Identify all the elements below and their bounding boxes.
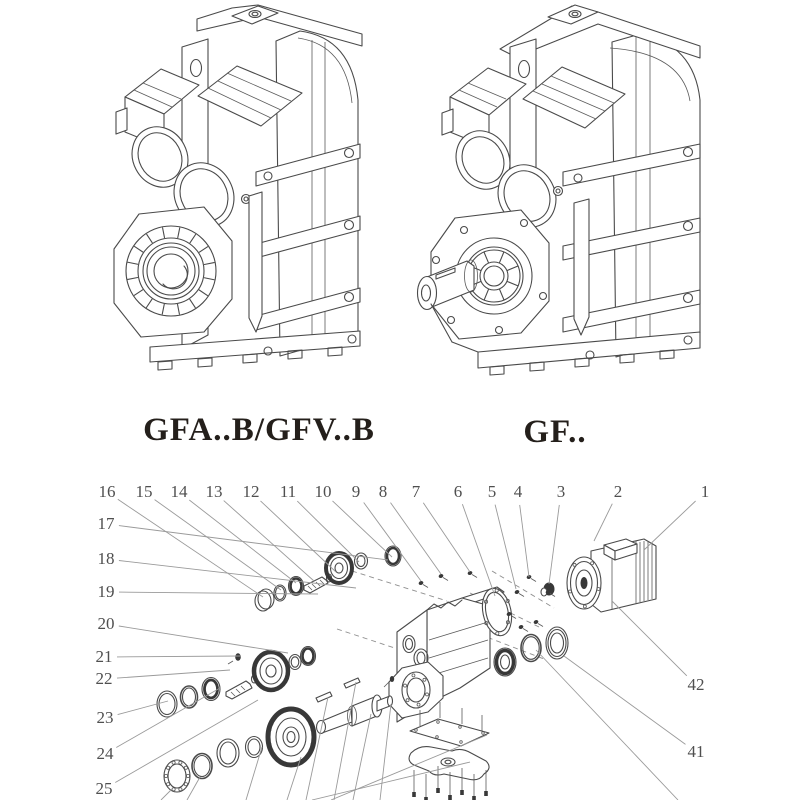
callout-7: 7 (411, 482, 421, 501)
leader-18 (119, 561, 356, 589)
leader-20 (119, 626, 288, 653)
gearbox-drawing-right (418, 5, 701, 375)
callout-1: 1 (700, 482, 710, 501)
leader-offpage-7 (187, 777, 200, 800)
leader-21 (117, 656, 241, 657)
leader-9 (364, 503, 421, 582)
leader-22 (117, 670, 230, 678)
leader-15 (155, 500, 281, 590)
leader-7 (423, 503, 470, 572)
leader-offpage-3 (380, 704, 391, 800)
leader-offpage-9 (312, 762, 470, 800)
callout-6: 6 (453, 482, 463, 501)
callout-10: 10 (314, 482, 332, 501)
leader-offpage-0 (306, 697, 328, 800)
leader-25 (115, 700, 258, 783)
leader-offpage-6 (161, 789, 172, 800)
housing-bolt (390, 676, 394, 682)
callout-25: 25 (95, 779, 113, 798)
callout-19: 19 (97, 582, 115, 601)
leader-4 (520, 505, 529, 577)
leader-41 (564, 656, 686, 744)
leader-2 (594, 504, 612, 541)
leader-24 (116, 688, 220, 748)
leader-42 (612, 601, 687, 676)
callout-14: 14 (170, 482, 188, 501)
callout-3: 3 (556, 482, 566, 501)
callout-8: 8 (378, 482, 388, 501)
gearbox-drawing-left (114, 5, 362, 370)
callout-21: 21 (95, 647, 113, 666)
leader-offpage-1 (334, 682, 356, 800)
callout-41: 41 (687, 742, 705, 761)
callout-16: 16 (98, 482, 116, 501)
callout-12: 12 (242, 482, 260, 501)
leader-offpage-10 (536, 650, 678, 800)
callout-9: 9 (351, 482, 361, 501)
leader-16 (118, 499, 263, 597)
leader-1 (644, 501, 696, 550)
callout-2: 2 (613, 482, 623, 501)
leader-17 (119, 526, 388, 560)
leader-19 (119, 592, 318, 594)
callout-18: 18 (97, 549, 115, 568)
output-flange-parts (478, 586, 568, 676)
callout-13: 13 (205, 482, 223, 501)
leader-12 (261, 501, 337, 572)
callout-17: 17 (97, 514, 115, 533)
leader-5 (495, 505, 516, 589)
leader-3 (549, 505, 559, 584)
output-shaft-assembly (266, 678, 393, 768)
motor (567, 539, 656, 612)
leader-23 (118, 701, 168, 715)
callout-23: 23 (96, 708, 114, 727)
figure-label-left: GFA..B/GFV..B (143, 412, 375, 448)
callout-24: 24 (96, 744, 114, 763)
callout-5: 5 (487, 482, 497, 501)
intermediate-shaft-assembly (157, 647, 316, 718)
callout-15: 15 (135, 482, 153, 501)
callout-22: 22 (95, 669, 113, 688)
leader-6 (462, 504, 495, 596)
exploded-view (157, 539, 656, 800)
callout-4: 4 (513, 482, 523, 501)
callout-11: 11 (279, 482, 297, 501)
leader-11 (297, 501, 359, 562)
output-bearing-group (164, 737, 263, 793)
callout-20: 20 (97, 614, 115, 633)
figure-label-right: GF.. (523, 414, 587, 450)
callout-42: 42 (687, 675, 705, 694)
